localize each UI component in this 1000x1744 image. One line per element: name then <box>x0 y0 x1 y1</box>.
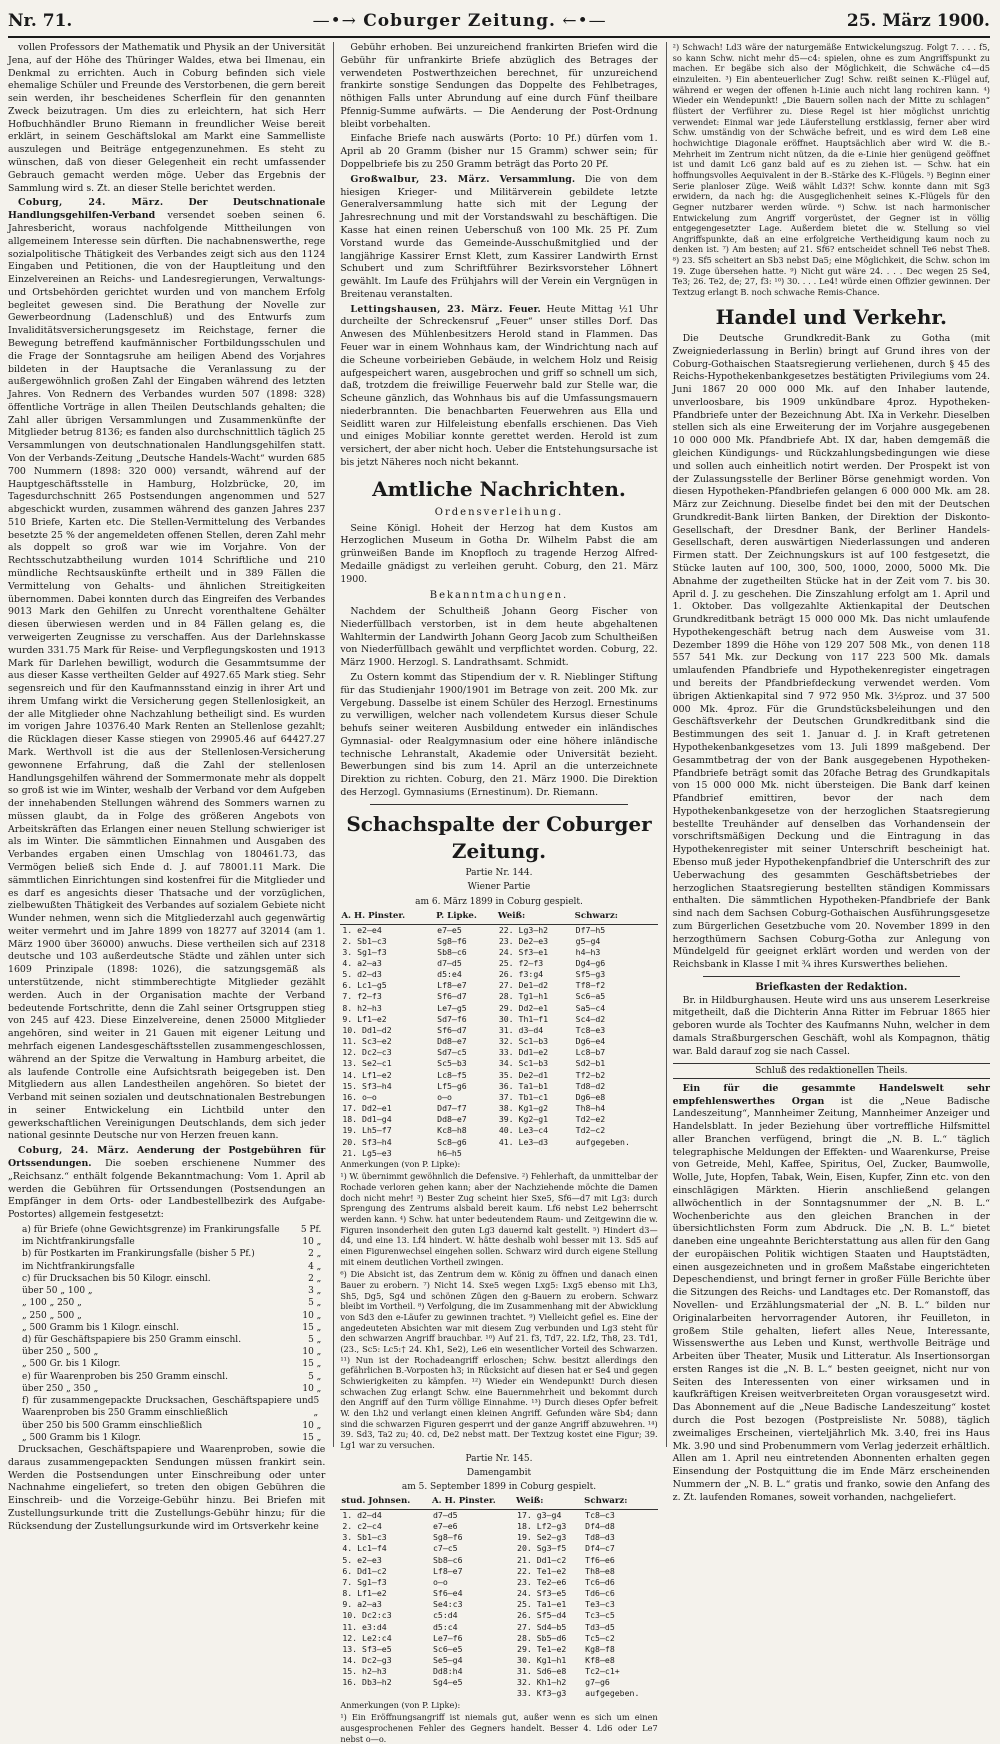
move-cell: Lc8—f5 <box>437 1069 467 1080</box>
notes-body: ¹) Ein Eröffnungsangriff ist niemals gut, außer wenn es sich um einen ausgesprochenen Fehler des Gegners handelt. Besser 4. Ld6 oder Le7 nebst o—o. <box>340 1712 658 1744</box>
move-cell: 6. Dd1—c2 <box>342 1565 387 1576</box>
move-cell: 23. De2—e3 <box>498 935 549 946</box>
move-cell: 7. Sg1—f3 <box>342 1576 387 1587</box>
move-cell: 41. Le3—d3 <box>498 1136 549 1147</box>
newspaper-title: —•→ Coburger Zeitung. ←•— <box>313 11 607 31</box>
rate-row: über 250 „ 500 „ 10 „ <box>22 1347 322 1358</box>
move-cell: d7—d5 <box>437 958 462 969</box>
notes-heading: Anmerkungen (von P. Lipke): <box>340 1699 461 1710</box>
game-title: Partie Nr. 145. <box>465 1453 533 1464</box>
move-cell: Lf8—e7 <box>437 980 467 991</box>
game-opening: Damengambit <box>466 1467 532 1478</box>
article-body: versendet soeben seinen 6. Jahresbericht, woraus nachfolgende Mittheilungen von allgemeinem Interesse sein dürften. Die nachabnenswerthe, rege sozialpolitische Thätigkeit des Verbandes zeigt sich aus den 1124 Eingaben und Petitionen, die von der Hauptleitung und den Einzelvereinen an Reichs- und Landesregierungen, Verwaltungs- und Ortsbehörden gerichtet wurden und von manchem Erfolg begleitet gewesen sind. Die Berathung der Novelle zur Gewerbeordnung (Ladenschluß) und des Entwurfs zum Invaliditätsversicherungsgesetz im Reichstage, ferner die Bewegung betreffend kaufmännischer Fortbildungsschulen und die Frage der Sonntagsruhe am heiligen Abend des Vorjahres bildeten in der Hauptsache die Veranlassung zu der außergewöhnlich großen Zahl der Eingaben während des letzten Jahres. Von Rednern des Verbandes wurden 507 (1898: 328) öffentliche Vorträge in allen Theilen Deutschlands gehalten; die Zahl aller übrigen Versammlungen und Zusammenkünfte der Mitglieder betrug 8136; es fanden also durchschnittlich täglich 25 Versammlungen von deutschnationalen Handlungsgehilfen statt. Von der Verbands-Zeitung „Deutsche Handels-Wacht“ wurden 685 700 Nummern (1898: 320 000) versandt, während auf der Hauptgeschäftsstelle in Hamburg, Holzbrücke, 20, im Tagesdurchschnitt 265 Postsendungen angenommen und 527 abgeschickt wurden, zusammen während des ganzen Jahres 237 510 Briefe, Karten etc. Die Stellen-Vermittelung des Verbandes besetzte 25 % der angemeldeten offenen Stellen, deren Zahl mehr als doppelt so groß war wie im Vorjahre. Von der Rechtsschutzabtheilung wurden 1014 Schriftliche und 210 mündliche Rechtsauskünfte ertheilt und in 389 Fällen die Vermittelung von Gehalts- und ähnlichen Streitigkeiten übernommen. Dabei konnten durch das Eingreifen des Verbandes 9013 Mark den Gehilfen zu Unrecht vorenthaltene Gehälter diesen überwiesen werden und in 84 Fällen gelang es, die verweigerten Zeugnisse zu verschaffen. Aus der Darlehnskasse wurden 331.75 Mark für Reise- und Verpflegungskosten und 1913 Mark für Darlehen bewilligt, wodurch die Gesammtsumme der aus dieser Kasse vertheilten Gelder auf 4927.65 Mark stieg. Sehr segensreich und für den Kaufmannsstand einzig in ihrer Art und ihrem Umfang wirkt die Versicherung gegen Stellenlosigkeit, an der alle Mitglieder ohne Nachzahlung betheiligt sind. Es wurden im vorigen Jahre 10376.40 Mark Renten an Stellenlose gezahlt; die Rücklagen dieser Kasse stiegen von 29905.46 auf 64427.27 Mark. Werthvoll ist die aus der Stellenlosen-Versicherung gewonnene Erfahrung, daß die Zahl der stellenlosen Handlungsgehilfen während der Sommermonate mehr als doppelt so groß ist wie im Winter, weshalb der Verband vor dem Aufgeben der innehabenden Stellungen während des Sommers warnen zu müssen glaubt, da in Folge des größeren Angebots von Arbeitskräften das Erlangen einer neuen Stellung schwieriger ist als im Winter. Die sämmtlichen Einnahmen und Ausgaben des Verbandes ergaben einen Umschlag von 180461.73, das Vermögen beließ sich Ende d. J. auf 78001.11 Mark. Die sämmtlichen Einrichtungen sind kostenfrei für die Mitglieder und es darf es angesichts dieser Thatsache und der vorzüglichen, zielbewußten Thätigkeit des Verbandes auf sozialem Gebiete nicht Wunder nehmen, wenn sich die Mitgliederzahl auch gegenwärtig weiter vermehrt und im Jahre 1899 von 18277 auf 32014 (am 1. März 1900 über 36000) anwuchs. Diese vertheilen sich auf 2318 deutsche und 103 außerdeutsche Städte und zählen unter sich 1609 Prinzipale (1898: 1026), die satzungsgemäß als unterstützende, nicht stimmberechtigte Mitglieder gezählt werden. Auch in der Organisation machte der Verband bedeutende Fortschritte, denn die Zahl seiner Ortsgruppen stieg von 245 auf 423. Diese Einzelvereine, denen 25000 Mitglieder angehören, sind weiter in 21 Gauen mit eigener Leitung und mehrfach eigenen Landesgeschäftsstellen zusammengeschlossen, während an der Spitze die Verwaltung in Hamburg arbeitet, die als laufende Controlle eine Aufsichtsrath beigegeben ist. Den Mitgliedern aus allen Landestheilen angehören. So bietet der Verband mit seinen sozialen und deutschnationalen Bestrebungen in seiner Entwickelung ein Lichtbild unter den gewerkschaftlichen Vereinigungen Deutschlands, dem sich jeder national gesinnte Deutsche nur von Herzen freuen kann. <box>8 210 326 1142</box>
subheading-ordens: Ordensverleihung. <box>434 506 564 518</box>
move-cell: 12. Dc2—c3 <box>342 1047 392 1058</box>
move-cell: Tc8—c3 <box>585 1509 615 1520</box>
move-row <box>340 1058 657 1069</box>
move-row <box>340 1025 657 1036</box>
notes-body: ¹) W. übernimmt gewöhnlich die Defensive. ²) Fehlerhaft, da unmittelbar der Rochade verloren gehen kann; aber der Nachziehende möchte die Damen doch nicht mehr! ³) Bester Zug scheint hier Sxe5, Sf6—d7 mit Lg3: durch Sprengung des Zentrums alsbald bereit kaum. Lf6 nebst Le2 beherrscht werden kann. ⁴) Schw. hat unter bedeutendem Raum- und Zeitgewinn die w. Figuren insonderheit den guten Lg3 dauernd kalt gestellt. ⁵) Hindert d3—d4, und eine 13. Lf4 hindert. W. hätte deshalb wohl besser mit 13. Sd5 auf einen Figurenwechsel eingehen sollen. Schwarz wird durch eigene Stellung mit einem deutlichen Vortheil zwingen. <box>340 1171 658 1267</box>
postage-rate-list <box>8 1224 325 1444</box>
move-row <box>340 1555 657 1566</box>
player-black: A. H. Pinster. <box>431 1495 515 1509</box>
rate-row: „ 500 Gramm bis 1 Kilogr. einschl. 15 „ <box>22 1322 322 1333</box>
move-row <box>340 1666 657 1677</box>
notes-body-2: ⁶) Die Absicht ist, das Zentrum dem w. König zu öffnen und danach einen Bauer zu erobern. ⁷) Nicht 14. Sxe5 wegen Lxg5: Lxg5 ebenso mit Lh3, Sh5, Dg5, Sg4 und schönen Zügen den g-Bauern zu erobern. Schwarz bleibt im Vortheil. ⁸) Verfolgung, die im Zusammenhang mit der Abwicklung von Sd3 den e-Läufer zu gewinnen trachtet. ⁹) Vielleicht gefiel es. Eine der angedeuteten Absichten war mit diesem Zug verbunden und Lg3 steht für den schwarzen Angriff brauchbar. ¹⁰) Auf 21. f3, Td7, 22. Lf2, Th8, 23. Td1, (23., Sc5: Lc5:† 24. Kh1, Se2), Le6 ein wesentlicher Vorteil des Schwarzen. ¹¹) Nun ist der Rochadeangriff erloschen; Schw. besitzt allerdings den gefährlichen B.-Vorposten h3; in Rücksicht auf diesen hat er Se4 und gegen Schwierigkeiten zu kämpfen. ¹²) Wieder ein Wendepunkt! Durch diesen schwachen Zug erlangt Schw. eine Bauernmehrheit und bekommt durch den Angriff auf den Turm völlige Einnahme. ¹³) Durch dieses Opfer befreit W. den Lh2 und verlangt einen kleinen Angriff. Gefunden wäre Sb4; dann sind die schwarzen Figuren gesperrt und der ganze Angriff abzuwehren. ¹⁴) 39. Sd3, Ta2 zu; 40. cd, De2 nebst matt. Der Textzug kostet eine Figur; 39. Lg1 war zu versuchen. <box>340 1269 658 1450</box>
move-cell: Dd8—e7 <box>437 1114 467 1125</box>
move-cell: Df4—c7 <box>585 1543 615 1554</box>
article-grundkredit: Die Deutsche Grundkredit-Bank zu Gotha (mit Zweigniederlassung in Berlin) bringt auf Grund ihres von der Coburg-Gothaischen Staatsregierung verliehenen, durch § 45 des Reichs-Hypothekenbankgesetzes bestätigten Privilegiums vom 24. Juni 1867 20 000 000 Mk. auf den Inhaber lautende, unverloosbare, bis 1909 unkündbare 4proz. Hypotheken-Pfandbriefe unter der Bezeichnung Abt. IXa in Verkehr. Dieselben stellen sich als eine Erweiterung der im Vorjahre ausgegebenen 10 000 000 Mk. Pfandbriefe Abt. IX dar, haben demgemäß die gleichen Kündigungs- und Rückzahlungsbedingungen wie diese und sollen auch einheitlich notirt werden. Der Prospekt ist von der Zulassungsstelle der Berliner Börse genehmigt worden. Von diesen Hypotheken-Pfandbriefen gelangen 6 000 000 Mk. am 28. März zur Zeichnung. Dieselbe findet bei den mit der Deutschen Grundkredit-Bank liirten Banken, der Direktion der Diskonto-Gesellschaft, der Dresdner Bank, der Berliner Handels-Gesellschaft, deren auswärtigen Niederlassungen und anderen Firmen statt. Der Zeichnungskurs ist auf 100 festgesetzt, die Stücke lauten auf 100, 300, 500, 1000, 2000, 5000 Mk. Die Abnahme der zugetheilten Stücke hat in der Zeit vom 7. bis 30. April d. J. zu geschehen. Die Zinszahlung erfolgt am 1. April und 1. Oktober. Das vollgezahlte Aktienkapital der Deutschen Grundkreditbank beträgt 15 000 000 Mk. Das nicht umlaufende Hypothekengeschäft betrug nach dem Ausweise vom 31. Dezember 1899 die Höhe von 129 207 508 Mk., von denen 118 557 541 Mk. zur Deckung von 117 223 500 Mk. damals umlaufenden Pfandbriefe und Hypothekenregister eingetragen und bereits der Pfandbriefdeckung verwendet werden. Vom übrigen Aktienkapital sind 7 972 950 Mk. 3½proz. und 37 500 000 Mk. 4proz. Für die Grundstücksbeleihungen und den Geschäftsverkehr der Deutschen Grundkreditbank sind die Bestimmungen des seit 1. Januar d. J. in Kraft getretenen Hypothekenbankgesetzes vom 13. Juli 1899 maßgebend. Der Gesammtbetrag der von der Bank ausgegebenen Hypotheken-Pfandbriefe beträgt somit das 20fache Betrag des Grundkapitals von 15 000 000 Mk. nicht übersteigen. Die Bank darf keinen Pfandbrief emittiren, bevor der nach dem Hypothekenbankgesetze von der herzoglichen Staatsregierung bestellte Treuhänder auf denselben das Vorhandensein der vorschriftsmäßigen Deckung und die Eintragung in das Hypothekenregister mit seiner Unterschrift bescheinigt hat. Ebenso muß jeder Hypothekenpfandbrief die Unterschrift des zur Ueberwachung des gesammten Geschäftsbetriebes der herzoglichen Staatsregierung bestellten ständigen Kommissars enthalten. Die sämmtlichen Hypotheken-Pfandbriefe der Bank sind nach dem Sachsen Coburg-Gothaischen Ausführungsgesetze zum Bürgerlichen Gesetzbuche vom 20. November 1899 in den herzogthümern Sachsen Coburg-Gotha zur Anlegung von Mündelgeld für geeignet erklärt worden und werden von der Reichsbank in Klasse I mit ¾ ihres Kurswerthes beliehen. <box>672 332 990 971</box>
move-row <box>340 1688 657 1699</box>
masthead <box>8 6 990 38</box>
move-cell: 4. a2—a3 <box>342 958 382 969</box>
article-feuer <box>340 304 657 470</box>
move-cell: 26. f3:g4 <box>498 969 544 980</box>
move-row <box>340 1092 657 1103</box>
move-cell: 39. Kg2—g1 <box>498 1114 549 1125</box>
move-cell: Df7—h5 <box>575 924 606 935</box>
move-row <box>340 1014 657 1025</box>
move-cell: c5:d4 <box>432 1610 458 1621</box>
move-row <box>340 958 657 969</box>
article-auswaerts: Einfache Briefe nach auswärts (Porto: 10 Pf.) dürfen vom 1. April ab 20 Gramm (bisher nur 15 Gramm) schwer sein; für Doppelbriefe bis zu 250 Gramm beträgt das Porto 20 Pf. <box>340 133 658 171</box>
notes-145-cont <box>673 42 990 298</box>
move-cell: 21. Dd1—c2 <box>517 1554 567 1565</box>
divider <box>703 976 960 977</box>
chess-game-144 <box>340 910 657 1159</box>
move-cell: 18. Dd1—g4 <box>342 1114 392 1125</box>
subheading-bekannt: Bekanntmachungen. <box>429 590 569 602</box>
move-row <box>340 1599 657 1610</box>
move-cell: 32. Sc1—b3 <box>498 1036 549 1047</box>
move-cell: Td8—d2 <box>575 1080 606 1091</box>
article-denkmal: vollen Professors der Mathematik und Physik an der Universität Jena, auf der Höhe des Thüringer Waldes, etwa bei Ilmenau, ein Denkmal zu errichten. Auch in Coburg befinden sich viele ehemalige Schüler und Freunde des Verstorbenen, die gern bereit sein werden, ihr bescheidenes Scherflein für den genannten Zweck beizutragen. Um dies zu erleichtern, hat sich Herr Hofbuchhändler Bruno Riemann in freundlicher Weise bereit erklärt, in seinem Geschäftslokal am Markt eine Sammelliste auszulegen und Beiträge entgegenzunehmen. Es steht zu wünschen, daß von dieser Gelegenheit ein recht umfassender Gebrauch gemacht werden möge. Ueber das Ergebnis der Sammlung wird s. Zt. an dieser Stelle berichtet werden. <box>8 42 326 194</box>
section-heading-schach: Schachspalte der Coburger Zeitung. <box>346 811 652 863</box>
move-cell: d5:c4 <box>432 1621 458 1632</box>
move-cell: 1. d2—d4 <box>342 1509 382 1520</box>
rate-row: „ 100 „ 250 „ 5 „ <box>22 1298 322 1309</box>
move-cell: 10. Dc2:c3 <box>342 1610 392 1621</box>
move-cell: 30. Kg1—h1 <box>517 1654 567 1665</box>
move-row <box>340 1081 657 1092</box>
move-cell: Dg4—g6 <box>575 958 606 969</box>
rate-row: c) für Drucksachen bis 50 Kilogr. einschl. 2 „ <box>22 1273 322 1284</box>
move-cell: aufgegeben. <box>585 1688 640 1699</box>
move-cell: h6—h5 <box>437 1147 462 1158</box>
player-black-rep: Schwarz: <box>583 1495 657 1509</box>
advert-heading: Ein für die gesammte Handelswelt sehr empfehlenswerthes Organ <box>672 1082 990 1107</box>
dateline: Coburg, 24. März. <box>18 1145 130 1157</box>
move-cell: 16. Db3—h2 <box>342 1677 392 1688</box>
move-cell: Td2—c2 <box>575 1125 606 1136</box>
move-cell: Sd2—b1 <box>575 1058 606 1069</box>
move-cell: Td3—d5 <box>585 1621 615 1632</box>
move-cell: Dg6—e4 <box>575 1036 606 1047</box>
move-row <box>340 980 657 991</box>
move-cell: Kf8—e8 <box>585 1654 615 1665</box>
rate-row: „ 500 Gr. bis 1 Kilogr. 15 „ <box>22 1359 322 1370</box>
move-cell: Sc4—d2 <box>575 1013 606 1024</box>
move-cell: Tc8—e3 <box>575 1024 606 1035</box>
move-cell: Td2—e2 <box>575 1114 606 1125</box>
move-cell: Sb8—c6 <box>432 1554 463 1565</box>
move-row <box>340 1677 657 1688</box>
move-cell: 29. Dd2—e1 <box>498 1002 549 1013</box>
player-white: A. H. Pinster. <box>340 910 435 924</box>
player-black: P. Lipke. <box>435 910 497 924</box>
move-cell: 32. Kh1—h2 <box>517 1677 567 1688</box>
move-cell: 9. a2—a3 <box>342 1599 382 1610</box>
move-cell: 16. o—o <box>342 1091 377 1102</box>
move-cell: Dd8:h4 <box>432 1666 463 1677</box>
chess-game-145 <box>340 1495 657 1699</box>
move-cell: 25. f2—f3 <box>498 958 544 969</box>
move-cell: 7. f2—f3 <box>342 991 382 1002</box>
player-white: stud. Johnsen. <box>340 1495 431 1509</box>
rate-row: im Nichtfrankirungsfalle 4 „ <box>22 1261 322 1272</box>
article-heading: Feuer. <box>508 303 541 315</box>
game-meta: am 6. März 1899 in Coburg gespielt. <box>415 896 583 907</box>
move-cell: Sa5—c4 <box>575 1002 606 1013</box>
move-cell: 31. Sd6—e8 <box>517 1666 567 1677</box>
move-row <box>340 1070 657 1081</box>
move-cell: 3. Sb1—c3 <box>342 1532 387 1543</box>
move-row <box>340 1509 657 1521</box>
move-row <box>340 1125 657 1136</box>
move-cell: 5. e2—e3 <box>342 1554 382 1565</box>
move-cell: 20. Sf3—h4 <box>342 1136 392 1147</box>
article-body: Die soeben erschienene Nummer des „Reichsanz.“ enthält folgende Bekanntmachung: Vom 1. April ab werden die Gebühren für Ortssendungen (Postsendungen an Empfänger in dem Orts- oder Landbestellbezirk des Aufgabe-Postortes) allgemein festgesetzt: <box>8 1157 326 1221</box>
move-cell: h4—h3 <box>575 946 601 957</box>
move-cell: 17. g3—g4 <box>517 1509 562 1520</box>
move-cell <box>574 1148 658 1159</box>
move-cell: 21. Lg5—e3 <box>342 1147 392 1158</box>
move-cell: Le7—f6 <box>432 1632 463 1643</box>
move-row <box>340 1047 657 1058</box>
move-row <box>340 1036 657 1047</box>
move-cell: Sg8—f6 <box>437 935 467 946</box>
move-cell: Sg4—e5 <box>432 1677 463 1688</box>
move-cell: 33. Kf3—g3 <box>517 1688 567 1699</box>
move-cell: 36. Ta1—b1 <box>498 1080 549 1091</box>
move-cell: Td8—d3 <box>585 1532 615 1543</box>
move-cell: Th8—h4 <box>575 1103 606 1114</box>
move-cell: 13. Sf3—e5 <box>342 1643 392 1654</box>
move-cell: 29. Te1—e2 <box>517 1643 567 1654</box>
move-cell: 22. Lg3—h2 <box>498 924 549 935</box>
move-cell: 33. Dd1—e2 <box>498 1047 549 1058</box>
move-cell: 18. Lf2—g3 <box>517 1521 567 1532</box>
move-row <box>340 1114 657 1125</box>
move-cell: Th8—e8 <box>585 1565 615 1576</box>
move-cell: Se4:c3 <box>432 1599 463 1610</box>
move-cell: Tc6—d6 <box>585 1576 615 1587</box>
move-cell: Sc8—g6 <box>437 1136 467 1147</box>
rate-row: a) für Briefe (ohne Gewichtsgrenze) im Frankirungsfalle 5 Pf. <box>22 1224 322 1235</box>
move-cell: Tc2—c1+ <box>585 1666 620 1677</box>
move-cell: Tc5—c2 <box>585 1632 615 1643</box>
article-body: Heute Mittag ½1 Uhr durcheilte der Schreckensruf „Feuer“ unser stilles Dorf. Das Anwesen des Mühlenbesitzers Herold stand in Flammen. Das Feuer war in einem Wohnhaus kam, der Windrichtung nach auf die Scheune vorbeirieben Gebäude, in welchem Holz und Reisig aufgespeichert waren, ausgebrochen und griff so schnell um sich, daß, trotzdem die freiwillige Feuerwehr bald zur Stelle war, die Scheune gänzlich, das Wohnhaus bis auf die Umfassungsmauern niederbrannten. Die benachbarten Feuerwehren aus Ella und Seidlitt waren zur Hilfeleistung ebenfalls erschienen. Das Vieh und einiges Mobiliar konnte gerettet werden. Herold ist zum versichert, der aber nicht hoch. Ueber die Entstehungsursache ist bis jetzt Näheres noch nicht bekannt. <box>340 303 658 468</box>
move-cell: 5. d2—d3 <box>342 969 382 980</box>
article-post-cont: Gebühr erhoben. Bei unzureichend frankirten Briefen wird die Gebühr für unfrankirte Briefe abzüglich des Betrages der verwendeten Postwerthzeichen berechnet, für unzureichend frankirte sonstige Sendungen das Doppelte des Fehlbetrages, nöthigen Falls unter Abrundung auf eine durch Fünf theilbare Pfennig-Summe aufwärts. — Die Aenderung der Post-Ordnung bleibt vorbehalten. <box>340 42 658 130</box>
notes-145 <box>340 1700 657 1744</box>
move-cell: 37. Tb1—c1 <box>498 1091 549 1102</box>
move-cell: g5—g4 <box>575 935 601 946</box>
move-cell: 6. Lc1—g5 <box>342 980 387 991</box>
move-row <box>340 1633 657 1644</box>
move-cell: 13. Se2—c1 <box>342 1058 392 1069</box>
move-row <box>340 1003 657 1014</box>
game-meta: am 5. September 1899 in Coburg gespielt. <box>401 1482 597 1493</box>
article-heading: Der Deutschnationale Handlungsgehilfen-Verband <box>8 197 326 222</box>
end-of-editorial: Schluß des redaktionellen Theils. <box>673 1063 990 1079</box>
move-cell: 23. Te2—e6 <box>517 1576 567 1587</box>
move-cell: Dg6—e8 <box>575 1091 606 1102</box>
move-cell: Td6—c6 <box>585 1588 615 1599</box>
move-cell: 8. Lf1—e2 <box>342 1588 387 1599</box>
move-cell: 28. Tg1—h1 <box>498 991 549 1002</box>
article-heading: Versammlung. <box>499 173 576 185</box>
move-row <box>340 1566 657 1577</box>
move-cell: 40. Le3—c4 <box>498 1125 549 1136</box>
move-cell: 25. Ta1—e1 <box>517 1599 567 1610</box>
move-cell: Sf6—e4 <box>432 1588 463 1599</box>
move-cell: Sf5—g3 <box>575 969 606 980</box>
move-cell: d5:e4 <box>437 969 462 980</box>
notes-heading: Anmerkungen (von P. Lipke): <box>340 1158 461 1169</box>
article-handlungsgehilfen <box>8 197 325 1143</box>
move-cell: Le7—g5 <box>437 1002 467 1013</box>
move-cell: 2. c2—c4 <box>342 1521 382 1532</box>
move-cell: Sc6—a5 <box>575 991 606 1002</box>
advert-landeszeitung <box>673 1083 990 1505</box>
move-cell: 3. Sg1—f3 <box>342 946 387 957</box>
move-cell: 9. Lf1—e2 <box>342 1013 387 1024</box>
move-cell: 31. d3—d4 <box>498 1024 544 1035</box>
section-heading-handel: Handel und Verkehr. <box>715 304 948 329</box>
move-cell: 27. De1—d2 <box>498 980 549 991</box>
move-cell: Sc6—e5 <box>432 1643 463 1654</box>
move-cell: 17. Dd2—e1 <box>342 1103 392 1114</box>
article-postgebuehren-cont: Drucksachen, Geschäftspapiere und Waarenproben, sowie die daraus zusammengepackten Sendungen müssen frankirt sein. Werden die Postsendungen unter Einschreibung oder unter Nachnahme eingeliefert, so treten den obigen Gebühren die Einschreib- und die Vorzeige-Gebühr hinzu. Bei Briefen mit Zustellungsurkunde tritt die Zustellungs-Gebühr hinzu; für die Rücksendung der Zustellungsurkunde wird im Ortsverkehr keine <box>8 1444 326 1532</box>
move-cell: 34. Sc1—b3 <box>498 1058 549 1069</box>
divider <box>370 804 627 805</box>
move-cell: Tf6—e6 <box>585 1554 615 1565</box>
move-cell: Sg8—f6 <box>432 1532 463 1543</box>
move-row <box>340 1588 657 1599</box>
move-cell <box>497 1148 574 1159</box>
move-cell: 28. Sb5—d6 <box>517 1632 567 1643</box>
column-2 <box>333 42 658 1744</box>
move-cell: o—o <box>437 1091 452 1102</box>
article-heading: Aenderung der Postgebühren für Ortssendungen. <box>8 1145 326 1169</box>
move-cell: 24. Sf3—e5 <box>517 1588 567 1599</box>
move-cell: Tc3—c5 <box>585 1610 615 1621</box>
move-row <box>340 1521 657 1532</box>
move-cell: Sd7—f6 <box>437 1013 467 1024</box>
rate-row: über 250 bis 500 Gramm einschließlich 10 „ <box>22 1420 322 1431</box>
rate-row: über 50 „ 100 „ 3 „ <box>22 1286 322 1297</box>
article-body: Die von dem hiesigen Krieger- und Militärverein gebildete letzte Generalversammlung hatte sich mit der Legung der Jahresrechnung und mit der Vorstandswahl zu beschäftigen. Die Kasse hat einen reinen Ueberschuß von 100 Mk. 25 Pf. Zum Vorstand wurde das Gemeinde-Ausschußmitglied und der langjährige Kassirer Ernst Klett, zum Kassirer Landwirth Ernst Schubert und zum Schriftführer Bezirksvorsteher Löhnert gewählt. Im Laufe des Frühjahrs will der Verein ein Vergnügen in Breitenau veranstalten. <box>340 173 658 300</box>
move-row <box>340 1644 657 1655</box>
move-cell: Te3—c3 <box>585 1599 615 1610</box>
move-cell: o—o <box>432 1576 448 1587</box>
move-cell: 15. Sf3—h4 <box>342 1080 392 1091</box>
issue-date: 25. März 1900. <box>846 11 990 31</box>
player-white-rep: Weiß: <box>497 910 574 924</box>
column-3 <box>666 42 990 1503</box>
player-black-rep: Schwarz: <box>574 910 658 924</box>
notice-ordens: Seine Königl. Hoheit der Herzog hat dem Kustos am Herzoglichen Museum in Gotha Dr. Wilhelm Pabst die am grünweißen Bande im Knopfloch zu tragende Herzog Alfred-Medaille gnädigst zu verleihen geruht. Coburg, den 21. März 1900. <box>340 522 658 585</box>
move-row <box>340 991 657 1002</box>
move-cell: 11. e3:d4 <box>342 1621 387 1632</box>
move-row <box>340 936 657 947</box>
move-row <box>340 1148 657 1159</box>
move-cell: Sf6—d7 <box>437 1024 467 1035</box>
move-cell: c7—c5 <box>432 1543 458 1554</box>
rate-row: e) für Waarenproben bis 250 Gramm einschl. 5 „ <box>22 1371 322 1382</box>
move-cell: 10. Dd1—d2 <box>342 1024 392 1035</box>
move-cell: Df4—d8 <box>585 1521 615 1532</box>
move-cell: Dd8—e7 <box>437 1036 467 1047</box>
move-row <box>340 1103 657 1114</box>
move-row <box>340 1532 657 1543</box>
rate-row: im Nichtfrankirungsfalle 10 „ <box>22 1237 322 1248</box>
move-cell <box>340 1688 431 1699</box>
move-row <box>340 924 657 936</box>
move-cell: Lf8—e7 <box>432 1565 463 1576</box>
move-cell: 26. Sf5—d4 <box>517 1610 567 1621</box>
move-cell: Tf2—b2 <box>575 1069 606 1080</box>
rate-row: „ 500 Gramm bis 1 Kilogr. 15 „ <box>22 1432 322 1443</box>
move-cell: 2. Sb1—c3 <box>342 935 387 946</box>
move-cell: d7—d5 <box>432 1509 458 1520</box>
move-cell: Sc5—b3 <box>437 1058 467 1069</box>
move-cell <box>431 1688 515 1699</box>
rate-row: f) für zusammengepackte Drucksachen, Geschäftspapiere und Waarenproben bis 250 Gramm einschließlich 5 „ <box>22 1396 320 1419</box>
move-cell: 14. Dc2—g3 <box>342 1654 392 1665</box>
section-heading-amtliche: Amtliche Nachrichten. <box>372 476 626 501</box>
move-row <box>340 947 657 958</box>
notes-body: ²) Schwach! Ld3 wäre der naturgemäße Entwickelungszug. Folgt 7. . . . f5, so kann Schw. nicht mehr d5—c4: spielen, ohne es zum Angriffspunkt zu machen. Er begäbe sich also der Möglichkeit, die Schwäche c4—d5 einzuleiten. ³) Ein abenteuerlicher Zug! Schw. reißt seinen K.-Flügel auf, während er wegen der offenen h-Linie auch nicht lang rochiren kann. ⁴) Wieder ein Wendepunkt! „Die Bauern sollen nach der Mitte zu schlagen“ flüstert der Verführer zu. Diese Regel ist hier möglichst unrichtig verwendet: Einmal war jede Läuferstellung erstklassig, ferner aber wird Schw. umständig von der Schwäche befreit, und es wird dem Le8 eine hochwichtige Diagonale eröffnet. Hauptsächlich aber wird W. die B.-Mehrheit im Zentrum nicht nützen, da die e-Linie hier genügend geöffnet ist und damit Lc6 ganz bald auf es zu ziehen ist. — Schw. hat ein hoffnungsvolles Aequivalent in der B.-Stärke des K.-Flügels. ⁵) Beginn einer Serie planloser Züge. Weiß wählt Ld3?! Schw. konnte dann mit Sg3 erwidern, da nach hg: die Ausgeglichenheit seines K.-Flügels für den Gegner nutzbarer werden würde. ⁶) Schw. ist nach harmonischer Entwickelung zum Angriff vorgerüstet, der Gegner ist in völlig entgegengesetzter Lage. Außerdem bietet die w. Stellung so viel Angriffspunkte, daß an eine erfolgreiche Vertheidigung kaum noch zu denken ist. ⁷) Am besten; auf 21. Sf6? entscheidet schnell Te6 nebst The8. ⁸) 23. Sf5 scheitert an Sb3 nebst Da5; eine Möglichkeit, die Schw. schon im 19. Zuge übersehen hatte. ⁹) Nicht gut wäre 24. . . . Dec wegen 25 Se4, Te3; 26. Te2, de; 27, f3: ¹⁰) 30. . . . Le4! würde einen Offizier gewinnen. Der Textzug erlangt B. noch schwache Remis-Chance. <box>672 42 990 298</box>
move-cell: g7—g6 <box>585 1677 610 1688</box>
article-versammlung <box>340 174 657 302</box>
article-postgebuehren <box>8 1145 325 1222</box>
advert-body: ist die „Neue Badische Landeszeitung“, Mannheimer Zeitung, Mannheimer Anzeiger und Handelsblatt. In jeder Beziehung über vortreffliche Hilfsmittel aller Branchen verfügend, bringt die „N. B. L.“ täglich telegraphische Meldungen der Effekten- und Waarenkurse, Preise von Getreide, Mehl, Kaffee, Spiritus, Oel, Zucker, Baumwolle, Wolle, Jute, Hopfen, Tabak, Wein, Eisen, Kupfer, Zinn etc. von den einschlägigen Märkten. Hierin anschließend gelangen allwöchentlich in der Sonntagsnummer der „N. B. L.“ Wochenberichte aus den gleichen Branchen in der übersichtlichsten Form zum Abdruck. Die „N. B. L.“ bietet daneben eine ungeahnte Berichterstattung aus allen für den Gang der europäischen Politik wichtigen Staaten und Hauptstädten, einen ausgezeichneten und in großem Maßstabe eingerichteten Depeschendienst, und bringt ferner in großer Fülle Berichte über die Sitzungen des Reichs- und Landtages etc. Der Romanstoff, das Novellen- und Erzählungsmaterial der „N. B. L.“ bilden nur Originalarbeiten hervorragender Autoren, ihr Feuilleton, in großem Stile gehalten, liefert alles Neue, Interessante, Wissenswerthe aus Leben und Kunst, werthvolle Beiträge und Arbeiten über Theater, Musik und Litteratur. Als Insertionsorgan ersten Ranges ist die „N. B. L.“ besten geeignet, nicht nur von Seiten des Interessenten von einer wirksamen und in kaufkräftigen Kreisen weitverbreiteten Organ vorausgesetzt wird. Das Abonnement auf die „Neue Badische Landeszeitung“ kostet durch die Post bezogen (Postpreisliste Nr. 5088), täglich zweimaliges Erscheinen, vierteljährlich Mk. 3.40, frei ins Haus Mk. 3.90 und sind Probenummern vom Verlag jederzeit erhältlich. Allen am 1. April neu eintretenden Abonnenten erhalten gegen Einsendung der Postquittung die im Ende März erscheinenden Nummern der „N. B. L.“ gratis und franko, sowie den Anfang des z. Zt. laufenden Romanes, soweit vorhanden, nachgeliefert. <box>672 1095 990 1503</box>
move-cell: aufgegeben. <box>575 1136 630 1147</box>
move-cell: Lc8—b7 <box>575 1047 606 1058</box>
move-cell: 27. Sd4—b5 <box>517 1621 567 1632</box>
dateline: Coburg, 24. März. <box>18 197 164 209</box>
column-1 <box>8 42 326 1532</box>
move-cell: 22. Te1—e2 <box>517 1565 567 1576</box>
move-cell: e7—e6 <box>432 1521 458 1532</box>
rate-row: über 250 „ 350 „ 10 „ <box>22 1383 322 1394</box>
move-cell: Sd7—c5 <box>437 1047 467 1058</box>
move-cell: Se5—g4 <box>432 1654 463 1665</box>
game-title: Partie Nr. 144. <box>465 868 533 879</box>
move-cell: 19. Se2—g3 <box>517 1532 567 1543</box>
move-row <box>340 969 657 980</box>
rate-row: b) für Postkarten im Frankirungsfalle (bisher 5 Pf.) 2 „ <box>22 1249 322 1260</box>
move-cell: 24. Sf3—e1 <box>498 946 549 957</box>
move-cell: 1. e2—e4 <box>342 924 382 935</box>
game-opening: Wiener Partie <box>467 882 531 893</box>
move-row <box>340 1137 657 1148</box>
move-row <box>340 1655 657 1666</box>
move-cell: 30. Th1—f1 <box>498 1013 549 1024</box>
move-cell: 8. h2—h3 <box>342 1002 382 1013</box>
move-row <box>340 1543 657 1554</box>
columns <box>8 42 990 1744</box>
move-cell: 20. Sg3—f5 <box>517 1543 567 1554</box>
move-cell: 12. Le2:c4 <box>342 1632 392 1643</box>
move-cell: Kg8—f8 <box>585 1643 615 1654</box>
player-white-rep: Weiß: <box>515 1495 583 1509</box>
move-cell: e7—e5 <box>437 924 462 935</box>
rate-row: d) für Geschäftspapiere bis 250 Gramm einschl. 5 „ <box>22 1334 322 1345</box>
issue-number: Nr. 71. <box>8 11 73 31</box>
notice-schultheiss: Nachdem der Schultheiß Johann Georg Fischer von Niederfüllbach verstorben, ist in dem heute abgehaltenen Wahltermin der Landwirth Johann Georg Jacob zum Schultheißen von Niederfüllbach gewählt und verpflichtet worden. Coburg, 22. März 1900. Herzogl. S. Landrathsamt. Schmidt. <box>340 606 658 669</box>
move-row <box>340 1622 657 1633</box>
move-cell: Lf5—g6 <box>437 1080 467 1091</box>
move-cell: Sb8—c6 <box>437 946 467 957</box>
move-cell: 19. Lh5—f7 <box>342 1125 392 1136</box>
move-cell: Sf6—d7 <box>437 991 467 1002</box>
section-heading-briefkasten: Briefkasten der Redaktion. <box>755 982 908 993</box>
move-cell: 14. Lf1—e2 <box>342 1069 392 1080</box>
dateline: Großwalbur, 23. März. <box>350 173 490 185</box>
move-cell: 35. De2—d1 <box>498 1069 549 1080</box>
move-cell: Tf8—f2 <box>575 980 606 991</box>
dateline: Lettingshausen, 23. März. <box>350 303 503 315</box>
move-cell: 11. Sc3—e2 <box>342 1036 392 1047</box>
article-briefkasten: Br. in Hildburghausen. Heute wird uns aus unserem Leserkreise mitgetheilt, daß die Dichterin Anna Ritter im Februar 1865 hier geboren wurde als Tochter des Kaufmanns Nuhn, welcher in dem damals Straßburgerschen Geschäft, wohl als Kompagnon, thätig war. Bald darauf zog sie nach Cassel. <box>672 994 990 1057</box>
notice-stipendium: Zu Ostern kommt das Stipendium der v. R. Nieblinger Stiftung für das Studienjahr 1900/1901 im Betrage von zeit. 200 Mk. zur Vergebung. Dasselbe ist einem Schüler des Herzogl. Ernestinums zu verwilligen, welcher nach vollendetem Kursus dieser Schule behufs seiner weiteren Ausbildung entweder ein inländisches Gymnasial- oder Realgymnasium oder eine höhere inländische technische Lehranstalt, Akademie oder Universität bezieht. Bewerbungen sind bis zum 14. April an die unterzeichnete Direktion zu richten. Coburg, den 21. März 1900. Die Direktion des Herzogl. Gymnasiums (Ernestinum). Dr. Riemann. <box>340 671 658 798</box>
move-cell: 15. h2—h3 <box>342 1666 387 1677</box>
move-row <box>340 1577 657 1588</box>
move-cell: 38. Kg1—g2 <box>498 1103 549 1114</box>
rate-row: „ 250 „ 500 „ 10 „ <box>22 1310 322 1321</box>
move-row <box>340 1610 657 1621</box>
move-cell: Dd7—f7 <box>437 1103 467 1114</box>
notes-144 <box>340 1159 657 1451</box>
move-cell: Kc8—h8 <box>437 1125 467 1136</box>
move-cell: 4. Lc1—f4 <box>342 1543 387 1554</box>
